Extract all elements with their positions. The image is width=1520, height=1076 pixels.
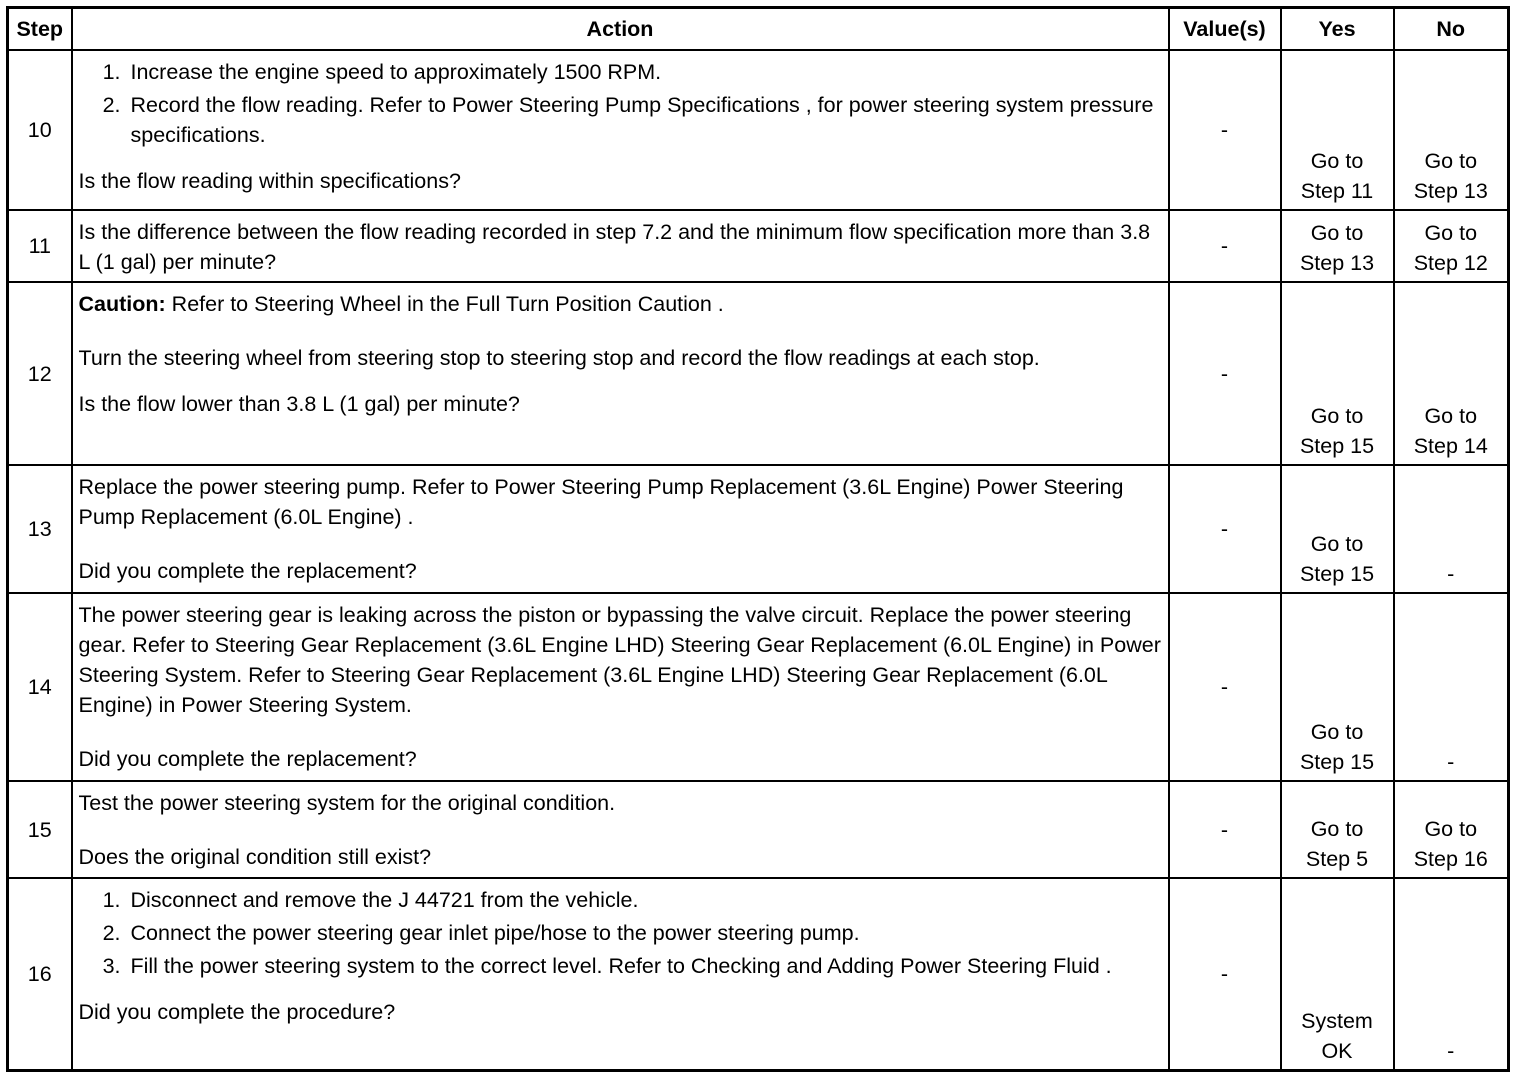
value-cell: -: [1169, 50, 1281, 210]
yes-line-1: Go to: [1310, 149, 1364, 173]
yes-cell: [1281, 50, 1394, 210]
yes-line-1: Go to: [1310, 532, 1364, 556]
value-cell: -: [1169, 465, 1281, 593]
action-text: Test the power steering system for the original condition.: [78, 791, 616, 815]
step-number: 14: [8, 593, 72, 781]
value-cell: -: [1169, 781, 1281, 878]
table-row: [8, 593, 1509, 781]
table-row: [8, 465, 1509, 593]
header-row: [8, 8, 1509, 51]
no-cell: [1394, 210, 1509, 282]
step-number: 12: [8, 282, 72, 465]
yes-line-1: Go to: [1310, 221, 1364, 245]
yes-cell: [1281, 781, 1394, 878]
no-cell: [1394, 282, 1509, 465]
yes-cell: [1281, 210, 1394, 282]
yes-line-1: Go to: [1310, 720, 1364, 744]
no-line-1: Go to: [1424, 149, 1478, 173]
action-text: Replace the power steering pump. Refer to Power Steering Pump Replacement (3.6L Engine) Power Steering Pump Replacement (6.0L Engine) .: [78, 475, 1124, 529]
value-cell: -: [1169, 878, 1281, 1070]
no-line-2: Step 14: [1413, 434, 1488, 458]
table-row: [8, 210, 1509, 282]
yes-line-2: Step 15: [1299, 434, 1375, 458]
no-line-1: Go to: [1424, 817, 1478, 841]
header-yes: Yes: [1281, 8, 1394, 51]
action-cell: [72, 210, 1169, 282]
yes-line-2: Step 13: [1299, 251, 1375, 275]
yes-cell: [1281, 282, 1394, 465]
question: Is the flow reading within specifications?: [78, 169, 461, 193]
caution-label: Caution:: [78, 292, 166, 316]
question: Did you complete the replacement?: [78, 559, 417, 583]
header-no: No: [1394, 8, 1509, 51]
diagnostic-table: [6, 6, 1510, 1072]
no-line-2: Step 16: [1413, 847, 1488, 871]
yes-cell: [1281, 465, 1394, 593]
action-cell: [72, 593, 1169, 781]
question: Did you complete the procedure?: [78, 1000, 396, 1024]
step-number: 10: [8, 50, 72, 210]
action-text: Is the difference between the flow reading recorded in step 7.2 and the minimum flow specification more than 3.8 L (1 gal) per minute?: [78, 220, 1151, 274]
question: Did you complete the replacement?: [78, 747, 417, 771]
header-values: Value(s): [1169, 8, 1281, 51]
no-cell: -: [1394, 465, 1509, 593]
no-cell: [1394, 50, 1509, 210]
yes-line-1: Go to: [1310, 404, 1364, 428]
table-row: [8, 878, 1509, 1070]
action-text: Turn the steering wheel from steering stop to steering stop and record the flow readings at each stop.: [78, 346, 1040, 370]
yes-line-1: Go to: [1310, 817, 1364, 841]
table-row: [8, 282, 1509, 465]
step-number: 16: [8, 878, 72, 1070]
caution-text: Refer to Steering Wheel in the Full Turn Position Caution .: [165, 292, 724, 316]
list-item: 1. Increase the engine speed to approximately 1500 RPM.: [127, 57, 1162, 87]
no-cell: -: [1394, 878, 1509, 1070]
action-cell: [72, 50, 1169, 210]
list-item: 2. Connect the power steering gear inlet pipe/hose to the power steering pump.: [127, 918, 1162, 948]
yes-cell: [1281, 593, 1394, 781]
table-row: [8, 50, 1509, 210]
yes-line-2: OK: [1321, 1038, 1353, 1063]
yes-line-2: Step 5: [1305, 847, 1369, 871]
caution-line: [79, 289, 1162, 319]
action-cell: [72, 878, 1169, 1070]
value-cell: -: [1169, 210, 1281, 282]
no-line-1: Go to: [1424, 404, 1478, 428]
no-cell: [1394, 781, 1509, 878]
step-number: 13: [8, 465, 72, 593]
value-cell: -: [1169, 282, 1281, 465]
yes-line-1: System: [1301, 1008, 1373, 1033]
no-line-2: Step 13: [1413, 179, 1488, 203]
action-cell: [72, 465, 1169, 593]
action-list: [79, 57, 1162, 150]
list-item: 2. Record the flow reading. Refer to Power Steering Pump Specifications , for power steering system pressure specifications.: [127, 90, 1162, 150]
yes-line-2: Step 15: [1299, 750, 1375, 774]
question: Does the original condition still exist?: [78, 845, 432, 869]
no-line-1: Go to: [1424, 221, 1478, 245]
action-list: [79, 885, 1162, 981]
header-action: Action: [72, 8, 1169, 51]
yes-line-2: Step 15: [1299, 562, 1375, 586]
list-item: 1. Disconnect and remove the J 44721 from the vehicle.: [127, 885, 1162, 915]
step-number: 11: [8, 210, 72, 282]
no-cell: -: [1394, 593, 1509, 781]
step-number: 15: [8, 781, 72, 878]
action-text: The power steering gear is leaking across the piston or bypassing the valve circuit. Replace the power steering gear. Refer to Steering Gear Replacement (3.6L Engine LHD) Steering Gear Replacement (6.0L Engine) in Power Steering System. Refer to Steering Gear Replacement (3.6L Engine LHD) Steering Gear Replacement (6.0L Engine) in Power Steering System.: [78, 603, 1161, 717]
header-step: Step: [8, 8, 72, 51]
yes-cell: [1281, 878, 1394, 1070]
question: Is the flow lower than 3.8 L (1 gal) per minute?: [78, 392, 520, 416]
list-item: 3. Fill the power steering system to the correct level. Refer to Checking and Adding Power Steering Fluid .: [127, 951, 1162, 981]
yes-line-2: Step 11: [1300, 179, 1374, 203]
value-cell: -: [1169, 593, 1281, 781]
table-row: [8, 781, 1509, 878]
action-cell: [72, 282, 1169, 465]
no-line-2: Step 12: [1413, 251, 1488, 275]
action-cell: [72, 781, 1169, 878]
